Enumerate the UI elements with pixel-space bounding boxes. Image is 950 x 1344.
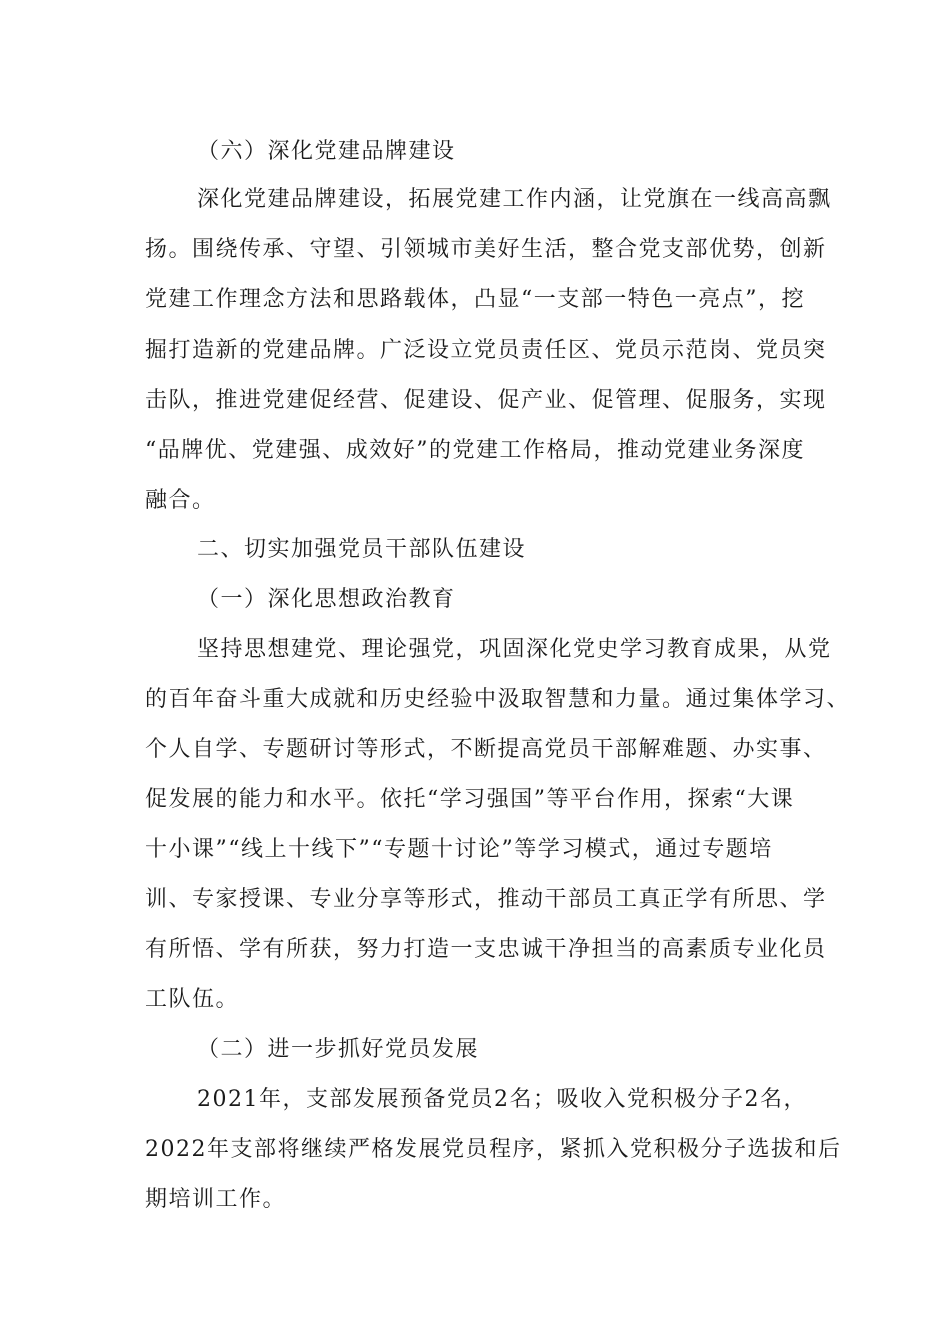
paragraph-line: 2021年，支部发展预备党员2名；吸收入党积极分子2名， <box>197 1087 807 1112</box>
paragraph-line: “品牌优、党建强、成效好”的党建工作格局，推动党建业务深度 <box>145 438 805 463</box>
paragraph-line: 训、专家授课、专业分享等形式，推动干部员工真正学有所思、学 <box>145 887 827 912</box>
part-2-heading: 二、切实加强党员干部队伍建设 <box>197 537 527 562</box>
paragraph-line: 促发展的能力和水平。依托“学习强国”等平台作用，探索“大课 <box>145 787 795 812</box>
paragraph-line: 击队，推进党建促经营、促建设、促产业、促管理、促服务，实现 <box>145 388 827 413</box>
section-6-heading: （六）深化党建品牌建设 <box>197 139 456 164</box>
section-2-heading: （二）进一步抓好党员发展 <box>197 1037 480 1062</box>
paragraph-line: 工队伍。 <box>145 987 240 1012</box>
paragraph-line: 融合。 <box>145 488 216 513</box>
paragraph-line: 个人自学、专题研讨等形式，不断提高党员干部解难题、办实事、 <box>145 737 827 762</box>
paragraph-line: 扬。围绕传承、守望、引领城市美好生活，整合党支部优势，创新 <box>145 237 827 262</box>
paragraph-line: 党建工作理念方法和思路载体，凸显“一支部一特色一亮点”，挖 <box>145 287 805 312</box>
section-1-heading: （一）深化思想政治教育 <box>197 587 456 612</box>
paragraph-line: 十小课”“线上十线下”“专题十讨论”等学习模式，通过专题培 <box>145 837 773 862</box>
paragraph-line: 的百年奋斗重大成就和历史经验中汲取智慧和力量。通过集体学习、 <box>145 687 851 712</box>
paragraph-line: 坚持思想建党、理论强党，巩固深化党史学习教育成果，从党 <box>197 637 832 662</box>
paragraph-line: 2022年支部将继续严格发展党员程序，紧抓入党积极分子选拔和后 <box>145 1137 842 1162</box>
paragraph-line: 掘打造新的党建品牌。广泛设立党员责任区、党员示范岗、党员突 <box>145 338 827 363</box>
paragraph-line: 期培训工作。 <box>145 1187 287 1212</box>
paragraph-line: 深化党建品牌建设，拓展党建工作内涵，让党旗在一线高高飘 <box>197 187 832 212</box>
paragraph-line: 有所悟、学有所获，努力打造一支忠诚干净担当的高素质专业化员 <box>145 937 827 962</box>
